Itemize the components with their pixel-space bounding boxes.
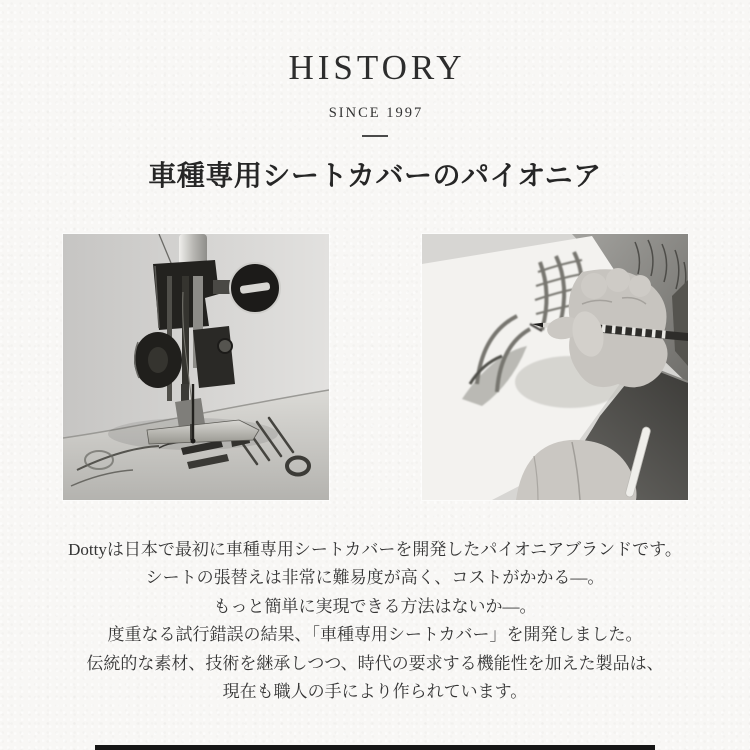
history-paragraph — [0, 536, 750, 707]
hand-sketch-illustration — [422, 234, 688, 500]
paragraph-line: 現在も職人の手により作られています。 — [222, 682, 528, 702]
photo-row — [0, 234, 750, 500]
section-subtitle: SINCE 1997 — [328, 104, 424, 121]
paragraph-line: 伝統的な素材、技術を継承しつつ、時代の要求する機能性を加えた製品は、 — [86, 653, 664, 673]
section-heading: 車種専用シートカバーのパイオニア — [148, 160, 602, 192]
hand-sketch-photo — [422, 234, 688, 500]
sewing-machine-photo — [63, 234, 329, 500]
paragraph-line: シートの張替えは非常に難易度が高く、コストがかかる―。 — [145, 568, 605, 588]
paragraph-line: Dottyは日本で最初に車種専用シートカバーを開発したパイオニアブランドです。 — [68, 539, 682, 559]
divider-line — [362, 135, 388, 137]
paragraph-line: 度重なる試行錯誤の結果、「車種専用シートカバー」を開発しました。 — [107, 625, 643, 645]
page-title: HISTORY — [288, 48, 466, 87]
paragraph-line: もっと簡単に実現できる方法はないか―。 — [213, 596, 537, 616]
horizontal-scrollbar-thumb[interactable] — [95, 745, 655, 750]
sewing-machine-illustration — [63, 234, 329, 500]
